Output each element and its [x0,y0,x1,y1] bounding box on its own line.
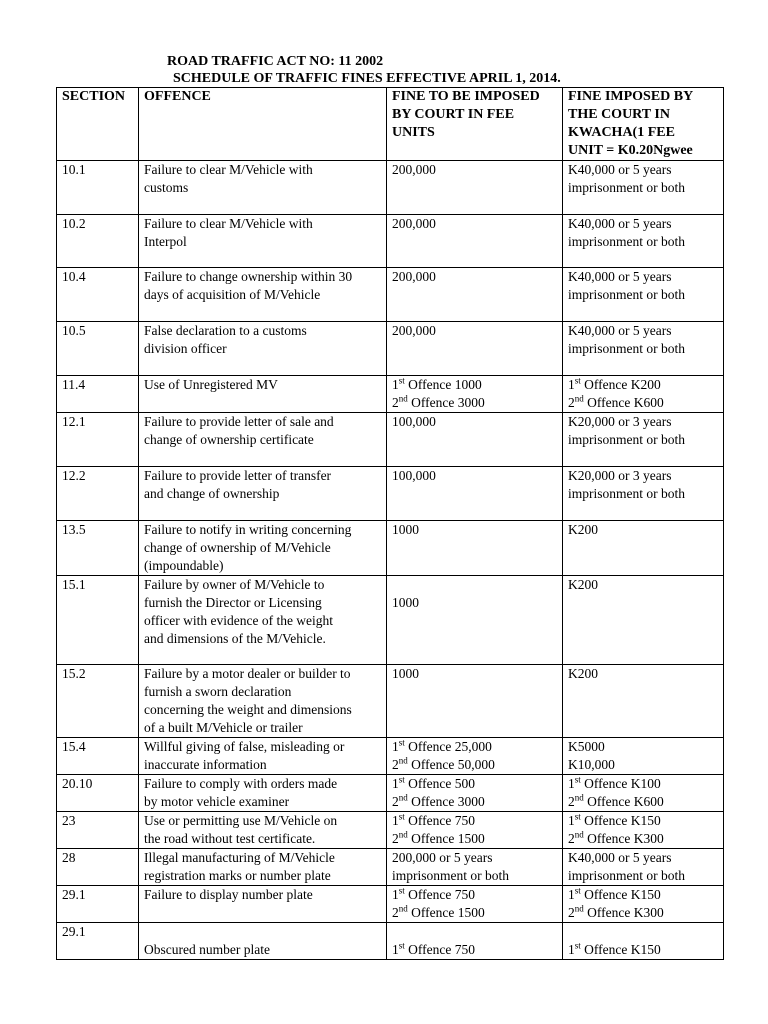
fee-units-cell-line: 2nd Offence 3000 [392,393,485,410]
kwacha-cell-line: imprisonment or both [568,234,685,249]
kwacha-cell-line: K5000 [568,739,605,754]
kwacha-cell-line: K200 [568,666,598,681]
kwacha-cell-line: 1st Offence K100 [568,774,661,791]
section-cell: 10.5 [57,322,139,376]
kwacha-cell [563,665,724,738]
kwacha-cell-line: K40,000 or 5 years [568,162,672,177]
fee-units-cell-line: 200,000 [392,323,436,338]
fee-units-cell-line: 200,000 [392,269,436,284]
kwacha-cell-line: K200 [568,522,598,537]
offence-cell-line: Use of Unregistered MV [144,377,278,392]
section-cell: 23 [57,812,139,849]
section-cell: 12.1 [57,413,139,467]
offence-cell-line: Obscured number plate [144,942,270,957]
kwacha-cell-line: K10,000 [568,757,615,772]
offence-cell [139,268,387,322]
section-cell: 10.1 [57,161,139,215]
section-cell: 15.2 [57,665,139,738]
offence-cell [139,738,387,775]
fee-units-cell-line: 2nd Offence 1500 [392,903,485,920]
section-cell: 15.1 [57,576,139,665]
section-cell: 12.2 [57,467,139,521]
fee-units-cell [387,521,563,576]
offence-cell-line: by motor vehicle examiner [144,794,290,809]
kwacha-cell-line: K20,000 or 3 years [568,468,672,483]
kwacha-cell-line: imprisonment or both [568,287,685,302]
fee-units-cell [387,665,563,738]
fee-units-cell-line: 200,000 [392,216,436,231]
kwacha-cell [563,268,724,322]
fee-units-cell-line: 200,000 or 5 years [392,850,493,865]
offence-cell-line: furnish a sworn declaration [144,684,292,699]
offence-cell [139,215,387,268]
fee-units-cell-line: 200,000 [392,162,436,177]
offence-cell-line: customs [144,180,189,195]
kwacha-cell-line: K40,000 or 5 years [568,269,672,284]
fee-units-cell [387,576,563,665]
fee-units-cell-line: 1st Offence 500 [392,774,475,791]
kwacha-cell [563,775,724,812]
kwacha-cell [563,521,724,576]
kwacha-cell-line: K40,000 or 5 years [568,323,672,338]
table-header-row [57,88,724,161]
fee-units-cell [387,849,563,886]
kwacha-cell-line: imprisonment or both [568,868,685,883]
offence-cell-line: (impoundable) [144,558,224,573]
kwacha-cell [563,161,724,215]
offence-cell-line: Failure to comply with orders made [144,776,338,791]
offence-cell-line: Failure to clear M/Vehicle with [144,162,313,177]
kwacha-cell-line: imprisonment or both [568,432,685,447]
section-cell: 10.2 [57,215,139,268]
fee-units-cell-line: 1000 [392,595,419,610]
offence-cell-line: False declaration to a customs [144,323,307,338]
fee-units-cell-line: 1000 [392,522,419,537]
kwacha-cell [563,322,724,376]
fee-units-cell-line: imprisonment or both [392,868,509,883]
kwacha-cell [563,738,724,775]
table-row [57,576,724,665]
kwacha-cell-line: 2nd Offence K600 [568,792,664,809]
kwacha-cell-line: K40,000 or 5 years [568,850,672,865]
kwacha-cell-line: 1st Offence K150 [568,940,661,957]
section-cell: 20.10 [57,775,139,812]
fee-units-cell [387,467,563,521]
section-cell: 15.4 [57,738,139,775]
fee-units-cell-line: 1st Offence 750 [392,885,475,902]
kwacha-cell [563,376,724,413]
offence-cell [139,849,387,886]
kwacha-cell [563,812,724,849]
offence-cell-line: Failure by owner of M/Vehicle to [144,577,325,592]
kwacha-cell [563,849,724,886]
kwacha-cell [563,923,724,960]
kwacha-cell-line: imprisonment or both [568,180,685,195]
column-header-kwacha: FINE IMPOSED BY THE COURT IN KWACHA(1 FEE UNIT = K0.20Ngwee [563,88,724,161]
column-header-fee-units: FINE TO BE IMPOSED BY COURT IN FEE UNITS [387,88,563,161]
table-row [57,849,724,886]
section-cell: 29.1 [57,886,139,923]
offence-cell-line: division officer [144,341,227,356]
fee-units-cell [387,886,563,923]
kwacha-cell-line: imprisonment or both [568,486,685,501]
fines-table [56,87,724,960]
table-row [57,812,724,849]
kwacha-cell-line: 1st Offence K150 [568,885,661,902]
kwacha-cell-line: K200 [568,577,598,592]
offence-cell-line: change of ownership of M/Vehicle [144,540,331,555]
table-row [57,665,724,738]
fee-units-cell [387,322,563,376]
offence-cell-line: Use or permitting use M/Vehicle on [144,813,338,828]
offence-cell-line: officer with evidence of the weight [144,613,334,628]
fee-units-cell-line: 2nd Offence 1500 [392,829,485,846]
fee-units-cell-line: 1st Offence 25,000 [392,737,492,754]
kwacha-cell-line: imprisonment or both [568,341,685,356]
table-row [57,376,724,413]
offence-cell-line: days of acquisition of M/Vehicle [144,287,321,302]
table-row [57,413,724,467]
offence-cell [139,886,387,923]
offence-cell-line: Failure to provide letter of transfer [144,468,332,483]
offence-cell-line: inaccurate information [144,757,267,772]
fee-units-cell [387,775,563,812]
fee-units-cell-line: 2nd Offence 3000 [392,792,485,809]
offence-cell [139,322,387,376]
table-row [57,161,724,215]
kwacha-cell-line: 1st Offence K200 [568,375,661,392]
fee-units-cell-line: 100,000 [392,414,436,429]
section-cell: 29.1 [57,923,139,960]
table-row [57,215,724,268]
offence-cell-line: Failure by a motor dealer or builder to [144,666,351,681]
kwacha-cell-line: K40,000 or 5 years [568,216,672,231]
column-header-offence: OFFENCE [139,88,387,161]
section-cell: 13.5 [57,521,139,576]
fee-units-cell [387,376,563,413]
kwacha-cell [563,413,724,467]
schedule-title: SCHEDULE OF TRAFFIC FINES EFFECTIVE APRIL 1, 2014. [173,71,561,86]
fee-units-cell-line: 1st Offence 750 [392,811,475,828]
kwacha-cell-line: 2nd Offence K600 [568,393,664,410]
offence-cell [139,665,387,738]
act-title: ROAD TRAFFIC ACT NO: 11 2002 [167,54,384,69]
fee-units-cell [387,161,563,215]
column-header-section: SECTION [57,88,139,161]
table-row [57,521,724,576]
offence-cell-line: Failure to display number plate [144,887,313,902]
offence-cell [139,775,387,812]
table-row [57,738,724,775]
kwacha-cell-line: 2nd Offence K300 [568,829,664,846]
offence-cell-line: Failure to provide letter of sale and [144,414,334,429]
fee-units-cell-line: 2nd Offence 50,000 [392,755,495,772]
kwacha-cell-line: K20,000 or 3 years [568,414,672,429]
kwacha-cell [563,467,724,521]
fee-units-cell [387,923,563,960]
offence-cell [139,413,387,467]
offence-cell-line: registration marks or number plate [144,868,331,883]
section-cell: 11.4 [57,376,139,413]
fee-units-cell [387,215,563,268]
fee-units-cell [387,812,563,849]
section-cell: 28 [57,849,139,886]
kwacha-cell [563,886,724,923]
offence-cell [139,161,387,215]
offence-cell-line: of a built M/Vehicle or trailer [144,720,303,735]
offence-cell [139,467,387,521]
kwacha-cell [563,576,724,665]
fee-units-cell-line: 1st Offence 750 [392,940,475,957]
table-row [57,322,724,376]
offence-cell-line: and dimensions of the M/Vehicle. [144,631,326,646]
offence-cell-line: the road without test certificate. [144,831,316,846]
section-cell: 10.4 [57,268,139,322]
kwacha-cell-line: 1st Offence K150 [568,811,661,828]
fee-units-cell [387,413,563,467]
table-row [57,467,724,521]
offence-cell [139,812,387,849]
offence-cell-line: Willful giving of false, misleading or [144,739,345,754]
table-row [57,886,724,923]
offence-cell [139,376,387,413]
offence-cell-line: Failure to notify in writing concerning [144,522,352,537]
kwacha-cell [563,215,724,268]
table-row [57,923,724,960]
offence-cell-line: Failure to change ownership within 30 [144,269,353,284]
fee-units-cell-line: 1000 [392,666,419,681]
offence-cell [139,923,387,960]
table-row [57,268,724,322]
offence-cell-line: furnish the Director or Licensing [144,595,322,610]
kwacha-cell-line: 2nd Offence K300 [568,903,664,920]
offence-cell-line: concerning the weight and dimensions [144,702,352,717]
offence-cell-line: Interpol [144,234,187,249]
fee-units-cell-line: 1st Offence 1000 [392,375,482,392]
offence-cell-line: Illegal manufacturing of M/Vehicle [144,850,335,865]
offence-cell [139,521,387,576]
offence-cell-line: and change of ownership [144,486,280,501]
table-row [57,775,724,812]
offence-cell-line: Failure to clear M/Vehicle with [144,216,313,231]
fee-units-cell [387,738,563,775]
fee-units-cell-line: 100,000 [392,468,436,483]
fee-units-cell [387,268,563,322]
offence-cell-line: change of ownership certificate [144,432,314,447]
offence-cell [139,576,387,665]
